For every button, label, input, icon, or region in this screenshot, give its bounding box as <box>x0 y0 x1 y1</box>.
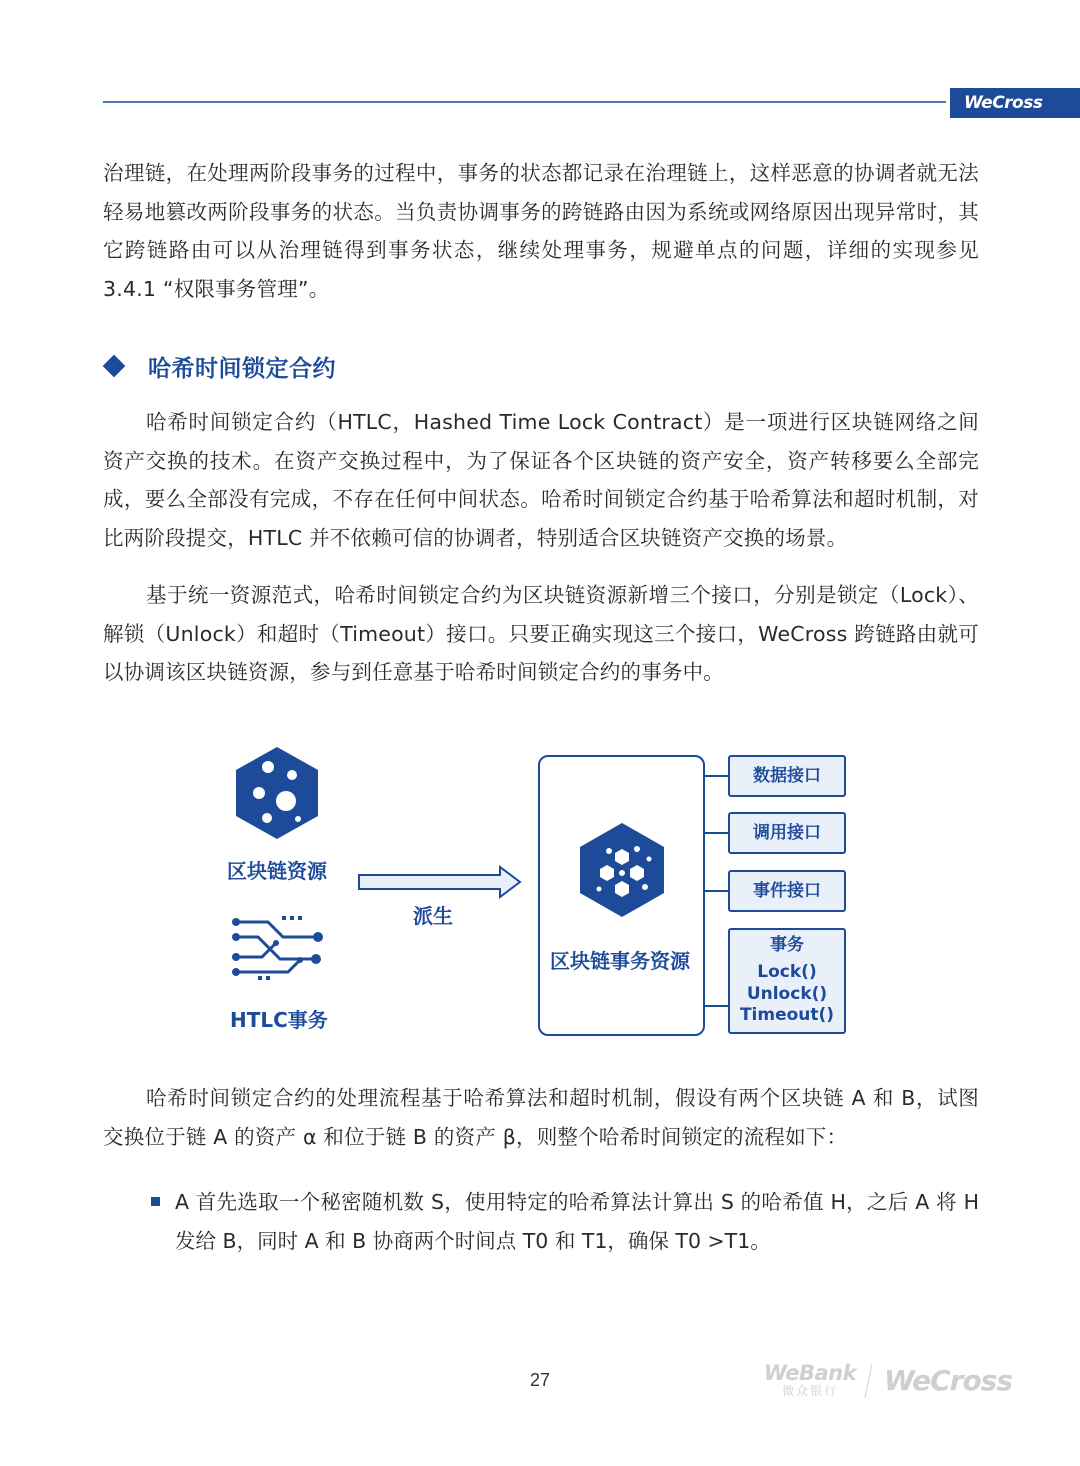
derive-arrow-icon <box>359 867 520 897</box>
footer-wecross-logo: WeCross <box>884 1364 1013 1397</box>
transaction-box-title: 事务 <box>770 935 804 955</box>
transaction-resource-box <box>538 755 705 1036</box>
header-logo-wecross: WeCross <box>950 88 1080 118</box>
method-timeout: Timeout() <box>739 1005 835 1025</box>
htlc-transaction-label: HTLC事务 <box>230 1008 328 1032</box>
derive-label: 派生 <box>413 904 453 928</box>
htlc-diagram <box>210 740 870 1050</box>
footer-webank-logo <box>760 1362 860 1398</box>
paragraph-htlc-flow: 哈希时间锁定合约的处理流程基于哈希算法和超时机制，假设有两个区块链 A 和 B，试图交换位于链 A 的资产 α 和位于链 B 的资产 β，则整个哈希时间锁定的流程如下： <box>103 1086 979 1149</box>
transaction-interface-box <box>728 928 846 1034</box>
method-lock: Lock() <box>757 962 817 982</box>
header-rule <box>103 101 946 103</box>
webank-chinese-name: 微众银行 <box>781 1384 838 1398</box>
bullet-text: A 首先选取一个秘密随机数 S，使用特定的哈希算法计算出 S 的哈希值 H，之后 A 将 H 发给 B，同时 A 和 B 协商两个时间点 T0 和 T1，确保 T0 >T1。 <box>175 1190 979 1253</box>
method-unlock: Unlock() <box>746 983 828 1004</box>
call-interface-box: 调用接口 <box>728 812 846 854</box>
transaction-resource-icon <box>577 821 667 919</box>
section-heading <box>103 346 336 386</box>
page-number: 27 <box>529 1370 551 1390</box>
data-interface-box: 数据接口 <box>728 755 846 797</box>
htlc-circuit-icon <box>228 912 328 982</box>
square-bullet-icon <box>151 1197 160 1206</box>
event-interface-box: 事件接口 <box>728 870 846 912</box>
paragraph-htlc-interfaces: 基于统一资源范式，哈希时间锁定合约为区块链资源新增三个接口，分别是锁定（Lock）、解锁（Unlock）和超时（Timeout）接口。只要正确实现这三个接口，WeCross 跨链路由就可以协调该区块链资源，参与到任意基于哈希时间锁定合约的事务中。 <box>103 583 979 684</box>
diamond-bullet-icon <box>103 355 126 378</box>
paragraph-htlc-intro: 哈希时间锁定合约（HTLC，Hashed Time Lock Contract）是一项进行区块链网络之间资产交换的技术。在资产交换过程中，为了保证各个区块链的资产安全，资产转移要么全部完成，要么全部没有完成，不存在任何中间状态。哈希时间锁定合约基于哈希算法和超时机制，对比两阶段提交，HTLC 并不依赖可信的协调者，特别适合区块链资产交换的场景。 <box>103 410 979 550</box>
blockchain-resource-icon <box>232 745 322 841</box>
blockchain-resource-label: 区块链资源 <box>227 859 327 883</box>
paragraph-governance-chain: 治理链，在处理两阶段事务的过程中，事务的状态都记录在治理链上，这样恶意的协调者就无法轻易地篡改两阶段事务的状态。当负责协调事务的跨链路由因为系统或网络原因出现异常时，其它跨链路由可以从治理链得到事务状态，继续处理事务，规避单点的问题，详细的实现参见 3.4.1 “权限事务管理”。 <box>103 161 979 301</box>
webank-wordmark: WeBank <box>763 1361 857 1385</box>
section-title: 哈希时间锁定合约 <box>148 355 336 382</box>
transaction-resource-label: 区块链事务资源 <box>550 949 690 973</box>
